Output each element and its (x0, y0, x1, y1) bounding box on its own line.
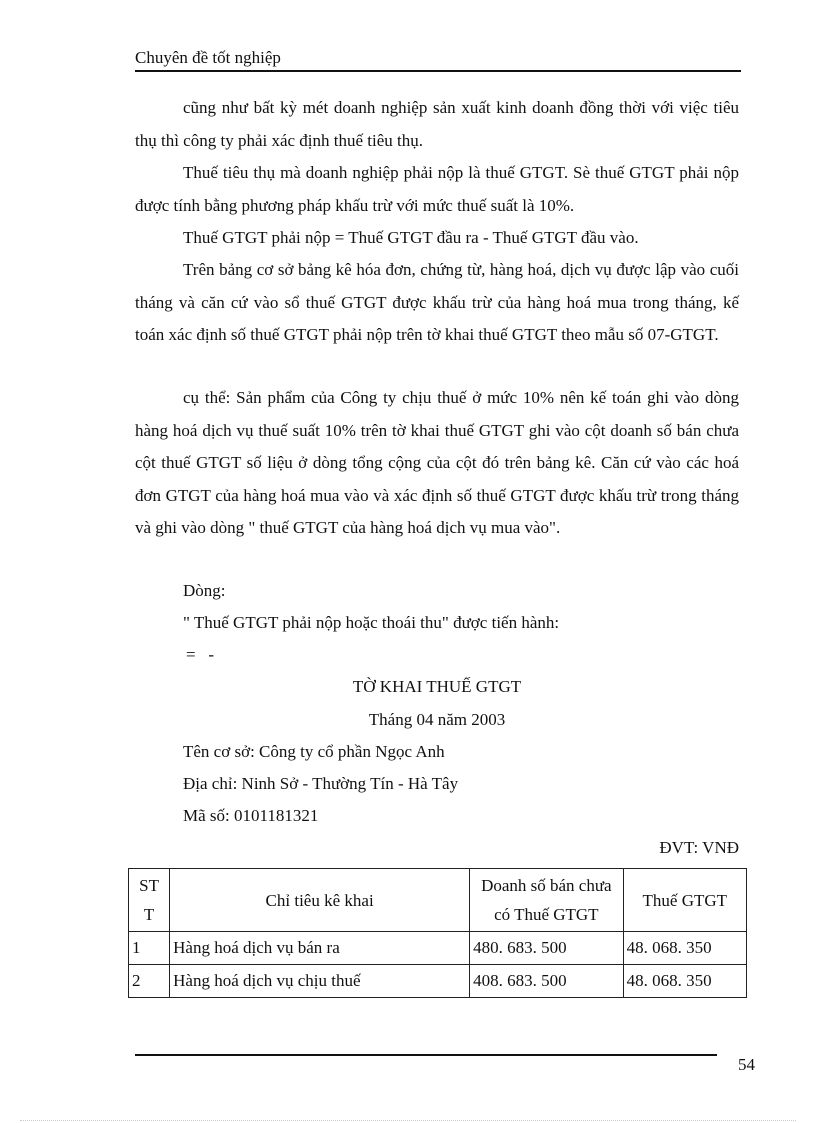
header-revenue (470, 869, 623, 932)
dong-label: Dòng: (183, 581, 226, 600)
header-revenue-line2: có Thuế GTGT (494, 905, 599, 924)
footer-divider (135, 1054, 717, 1056)
header-stt (129, 869, 170, 932)
quote-line: " Thuế GTGT phải nộp hoặc thoái thu" được tiến hành: (183, 613, 560, 632)
page-number: 54 (738, 1055, 755, 1074)
formula-line: = - (186, 645, 214, 664)
table-row (129, 932, 747, 965)
table-row (129, 965, 747, 998)
header-item: Chỉ tiêu kê khai (170, 869, 470, 932)
header-divider (135, 70, 741, 72)
paragraph-3: Thuế GTGT phải nộp = Thuế GTGT đầu ra - Thuế GTGT đầu vào. (183, 228, 639, 247)
row-stt: 2 (129, 965, 170, 998)
header-vat: Thuế GTGT (623, 869, 746, 932)
row-revenue: 408. 683. 500 (470, 965, 623, 998)
row-vat: 48. 068. 350 (623, 965, 746, 998)
company-address: Địa chỉ: Ninh Sở - Thường Tín - Hà Tây (183, 774, 459, 793)
paragraph-2: Thuế tiêu thụ mà doanh nghiệp phải nộp là thuế GTGT. Sè thuế GTGT phải nộp được tính bằng phương pháp khấu trừ với mức thuế suất là 10%. (135, 163, 739, 215)
header-stt-line2: T (143, 905, 155, 924)
paragraph-5: cụ thể: Sản phẩm của Công ty chịu thuế ở mức 10% nên kế toán ghi vào dòng hàng hoá dịch vụ thuế suất 10% trên tờ khai thuế GTGT ghi vào cột doanh số bán chưa cột thuế GTGT số liệu ở dòng tổng cộng của cột đó trên bảng kê. Căn cứ vào các hoá đơn GTGT của hàng hoá mua vào và xác định số thuế GTGT được khấu trừ trong tháng và ghi vào dòng " thuế GTGT của hàng hoá dịch vụ mua vào". (135, 388, 739, 537)
tax-code: Mã số: 0101181321 (183, 806, 319, 825)
tax-declaration-table (128, 868, 747, 998)
row-item: Hàng hoá dịch vụ bán ra (170, 932, 470, 965)
table-header-row (129, 869, 747, 932)
company-name: Tên cơ sở: Công ty cổ phần Ngọc Anh (183, 742, 445, 761)
row-stt: 1 (129, 932, 170, 965)
page-header-title: Chuyên đề tốt nghiệp (135, 48, 281, 67)
page-bottom-border (20, 1120, 796, 1121)
paragraph-1: cũng như bất kỳ mét doanh nghiệp sản xuất kinh doanh đồng thời với việc tiêu thụ thì công ty phải xác định thuế tiêu thụ. (135, 98, 739, 150)
row-vat: 48. 068. 350 (623, 932, 746, 965)
header-revenue-line1: Doanh số bán chưa (481, 876, 612, 895)
form-title: TỜ KHAI THUẾ GTGT (352, 677, 522, 696)
form-period: Tháng 04 năm 2003 (368, 710, 506, 729)
row-revenue: 480. 683. 500 (470, 932, 623, 965)
currency-unit: ĐVT: VNĐ (659, 838, 739, 857)
header-stt-line1: ST (139, 876, 159, 895)
paragraph-4: Trên bảng cơ sở bảng kê hóa đơn, chứng từ, hàng hoá, dịch vụ được lập vào cuối tháng và căn cứ vào sổ thuế GTGT được khấu trừ của hàng hoá mua trong tháng, kế toán xác định số thuế GTGT phải nộp trên tờ khai thuế GTGT theo mẫu số 07-GTGT. (135, 260, 739, 344)
row-item: Hàng hoá dịch vụ chịu thuế (170, 965, 470, 998)
